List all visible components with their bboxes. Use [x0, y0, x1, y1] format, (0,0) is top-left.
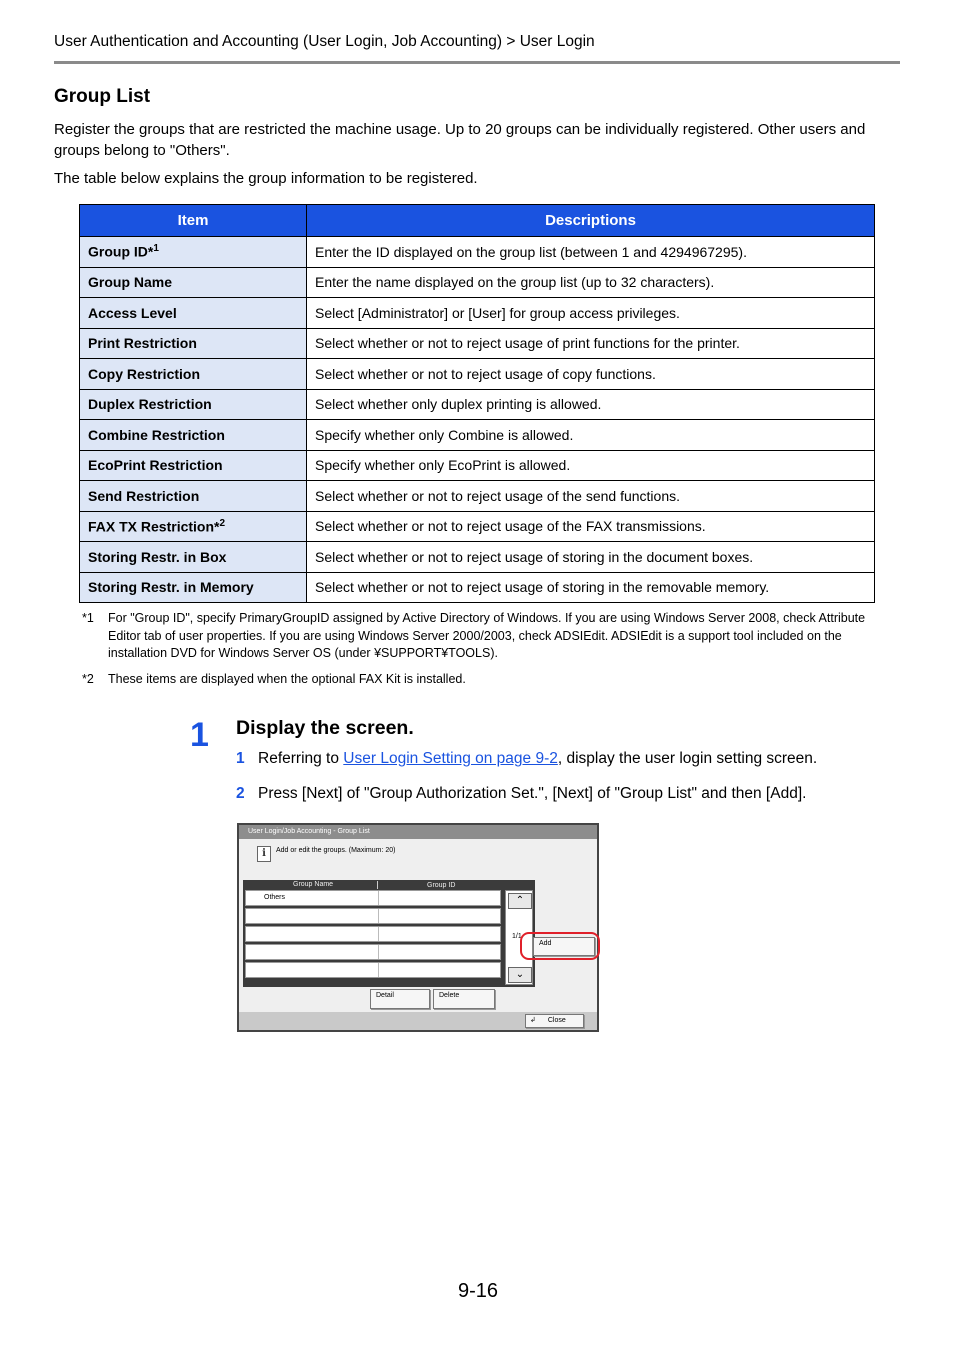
- footnote-mark: *1: [82, 611, 94, 625]
- info-icon: i: [257, 846, 271, 862]
- description-cell: Select whether or not to reject usage of storing in the removable memory.: [307, 572, 875, 603]
- item-label: Group ID*: [88, 244, 154, 261]
- item-cell: [80, 511, 307, 542]
- item-label: Storing Restr. in Box: [88, 548, 227, 565]
- chevron-down-icon: ⌄: [515, 969, 525, 980]
- table-row: [80, 298, 875, 329]
- header-divider: [377, 881, 378, 889]
- item-cell: [80, 420, 307, 451]
- column-header-item: Item: [80, 205, 307, 237]
- substep-text: , display the user login setting screen.: [557, 750, 818, 767]
- description-cell: Specify whether only EcoPrint is allowed.: [307, 450, 875, 481]
- header-rule: [54, 61, 900, 64]
- description-cell: Enter the name displayed on the group list (up to 32 characters).: [307, 267, 875, 298]
- page-indicator: 1/1: [512, 933, 522, 940]
- row-divider: [378, 909, 379, 923]
- table-row: [80, 420, 875, 451]
- row-divider: [378, 927, 379, 941]
- table-row: [80, 359, 875, 390]
- column-header-group-id: Group ID: [427, 882, 456, 889]
- list-row[interactable]: [245, 890, 501, 906]
- item-cell: [80, 359, 307, 390]
- row-divider: [378, 963, 379, 977]
- delete-button[interactable]: [433, 989, 495, 1009]
- item-label: Copy Restriction: [88, 365, 201, 382]
- footnote-mark: *2: [82, 672, 94, 686]
- delete-label: Delete: [439, 992, 460, 999]
- description-cell: Select whether or not to reject usage of the FAX transmissions.: [307, 511, 875, 542]
- item-cell: [80, 298, 307, 329]
- item-cell: [80, 389, 307, 420]
- section-title: Group List: [54, 86, 151, 107]
- item-label: EcoPrint Restriction: [88, 457, 223, 474]
- screen-title: User Login/Job Accounting - Group List: [239, 825, 597, 839]
- list-row[interactable]: [245, 926, 501, 942]
- footnote-ref: 2: [219, 517, 226, 529]
- substep-text: Referring to: [258, 750, 344, 767]
- screen-footer: [239, 1012, 597, 1030]
- table-row: [80, 328, 875, 359]
- item-label: Print Restriction: [88, 335, 197, 352]
- add-label: Add: [539, 940, 552, 947]
- table-row: [80, 237, 875, 268]
- table-row: [80, 572, 875, 603]
- item-label: Group Name: [88, 274, 173, 291]
- add-highlight-ring: [520, 932, 600, 960]
- item-cell: [80, 450, 307, 481]
- group-info-table: [79, 204, 875, 603]
- close-button[interactable]: [525, 1014, 584, 1028]
- detail-button[interactable]: [370, 989, 430, 1009]
- grid-header: [243, 880, 503, 889]
- page-number: 9-16: [458, 1280, 499, 1302]
- table-row: [80, 481, 875, 512]
- row-name: Others: [264, 894, 286, 901]
- item-label: Storing Restr. in Memory: [88, 579, 254, 596]
- item-cell: [80, 542, 307, 573]
- breadcrumb: User Authentication and Accounting (User Login, Job Accounting) > User Login: [54, 33, 595, 50]
- substep-number: 2: [236, 785, 245, 802]
- table-row: [80, 450, 875, 481]
- user-login-setting-link[interactable]: User Login Setting on page 9-2: [343, 750, 558, 767]
- substep-1: [236, 750, 817, 768]
- description-cell: Select whether or not to reject usage of storing in the document boxes.: [307, 542, 875, 573]
- item-label: Access Level: [88, 304, 177, 321]
- table-row: [80, 542, 875, 573]
- scroll-up-button[interactable]: [508, 893, 532, 909]
- group-list-grid: [243, 880, 535, 987]
- group-list-screenshot: [237, 823, 599, 1032]
- substep-text: Press [Next] of "Group Authorization Set.", [Next] of "Group List" and then [Add].: [258, 785, 807, 802]
- footnote-ref: 1: [153, 243, 159, 255]
- item-cell: [80, 328, 307, 359]
- footnote-text: For "Group ID", specify PrimaryGroupID assigned by Active Directory of Windows. If you are using Windows Server 2008, check Attribute Editor tab of user properties. If you are using Windows Server 2000/2003, check ADSIEdit. ADSIEdit is a support tool included on the installation DVD for Windows Server OS (under ¥SUPPORT¥TOOLS).: [108, 611, 866, 660]
- item-cell: [80, 481, 307, 512]
- column-header-descriptions: Descriptions: [307, 205, 875, 237]
- column-header-group-name: Group Name: [293, 881, 334, 888]
- table-row: [80, 389, 875, 420]
- footnote-text: These items are displayed when the optional FAX Kit is installed.: [108, 672, 466, 686]
- table-row: [80, 511, 875, 542]
- row-divider: [378, 945, 379, 959]
- description-cell: Enter the ID displayed on the group list (between 1 and 4294967295).: [307, 237, 875, 268]
- step-title: Display the screen.: [236, 717, 414, 739]
- item-label: Send Restriction: [88, 487, 200, 504]
- item-label: Combine Restriction: [88, 426, 225, 443]
- description-cell: Specify whether only Combine is allowed.: [307, 420, 875, 451]
- list-row[interactable]: [245, 944, 501, 960]
- intro-paragraph: Register the groups that are restricted the machine usage. Up to 20 groups can be individually registered. Other users and groups belong to "Others".: [54, 121, 866, 159]
- item-label: Duplex Restriction: [88, 396, 212, 413]
- description-cell: Select whether or not to reject usage of copy functions.: [307, 359, 875, 390]
- chevron-up-icon: ⌃: [515, 895, 525, 906]
- description-cell: Select whether only duplex printing is allowed.: [307, 389, 875, 420]
- return-icon: ↲: [530, 1017, 536, 1024]
- item-cell: [80, 237, 307, 268]
- description-cell: Select whether or not to reject usage of print functions for the printer.: [307, 328, 875, 359]
- close-label: Close: [547, 1017, 566, 1024]
- description-cell: Select whether or not to reject usage of the send functions.: [307, 481, 875, 512]
- scroll-down-button[interactable]: [508, 967, 532, 983]
- item-cell: [80, 572, 307, 603]
- detail-label: Detail: [376, 992, 394, 999]
- list-row[interactable]: [245, 908, 501, 924]
- description-cell: Select [Administrator] or [User] for group access privileges.: [307, 298, 875, 329]
- table-intro: The table below explains the group information to be registered.: [54, 170, 478, 187]
- list-row[interactable]: [245, 962, 501, 978]
- step-number: 1: [190, 716, 209, 754]
- substep-number: 1: [236, 750, 245, 767]
- row-divider: [378, 891, 379, 905]
- table-row: [80, 267, 875, 298]
- info-message: Add or edit the groups. (Maximum: 20): [276, 847, 396, 854]
- item-cell: [80, 267, 307, 298]
- item-label: FAX TX Restriction*: [88, 518, 220, 535]
- substep-2: [236, 785, 806, 803]
